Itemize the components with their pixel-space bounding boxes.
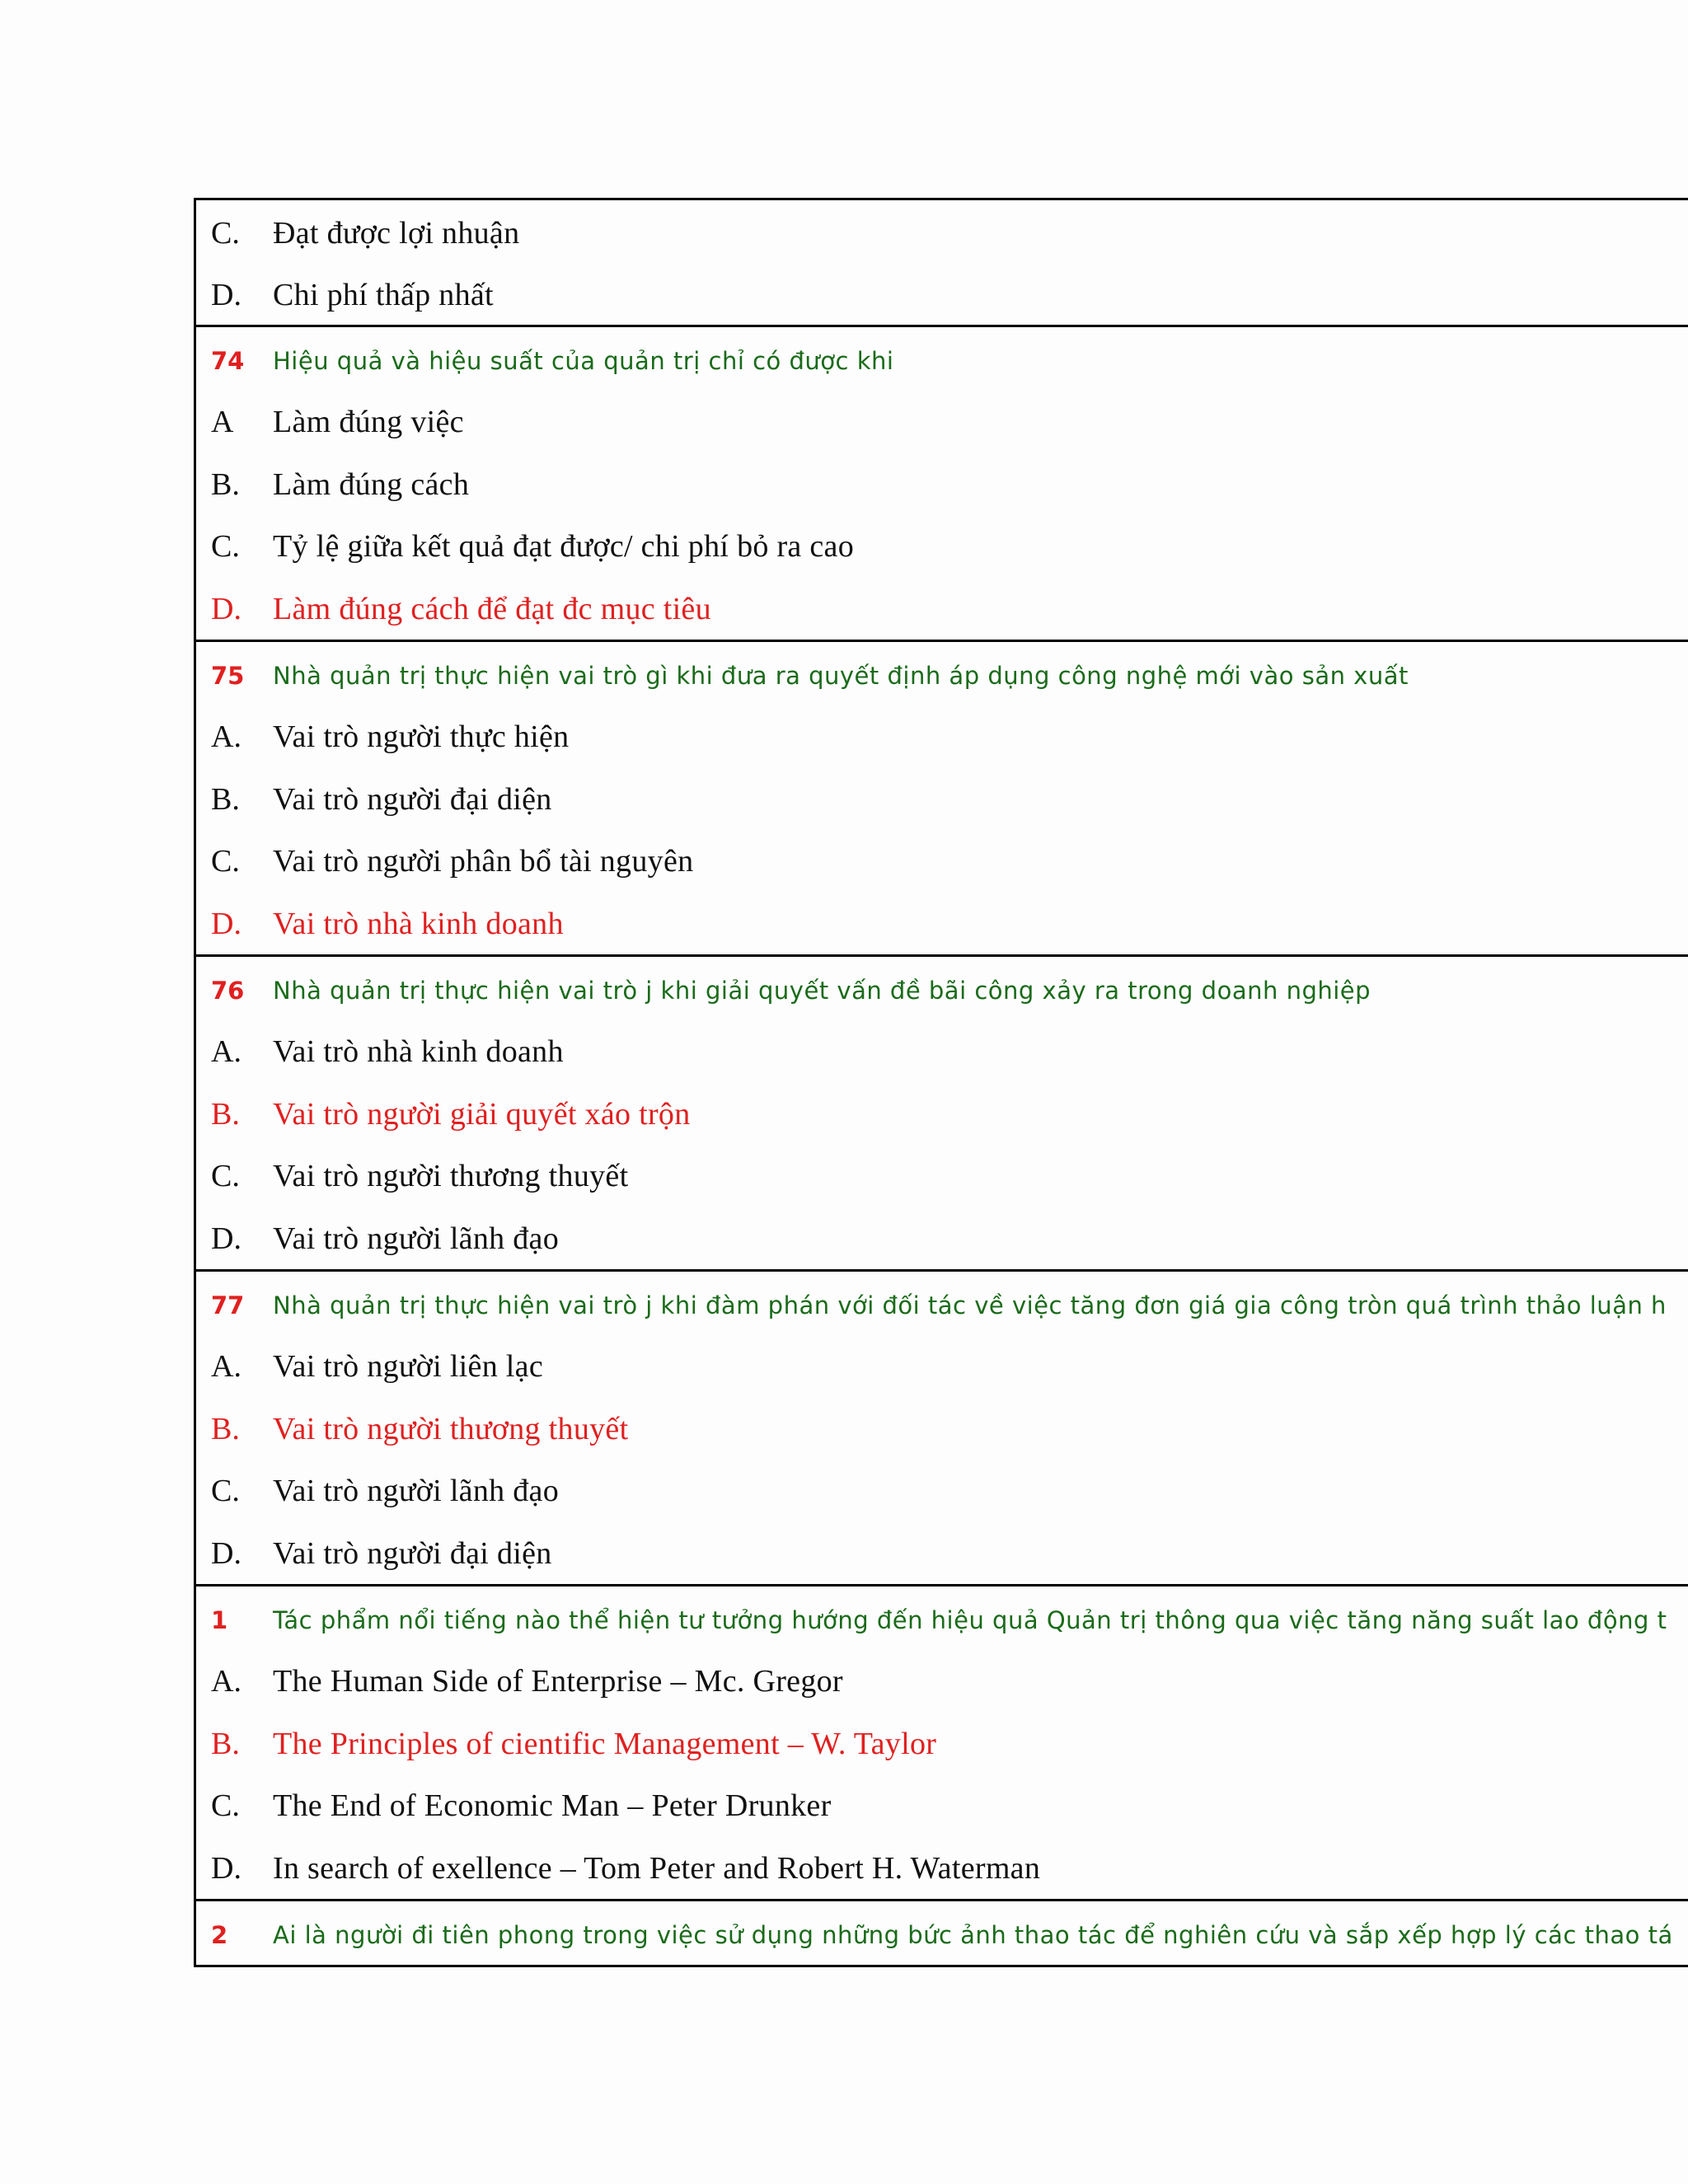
question-block-2 [196, 1899, 1688, 1967]
question-row [196, 1273, 1688, 1335]
option-letter: C. [211, 216, 240, 251]
question-block-76 [196, 954, 1688, 1269]
option-letter: B. [211, 466, 240, 502]
option-text: Vai trò người đại diện [273, 1535, 552, 1571]
correct-answer-option [196, 893, 1688, 955]
correct-answer-option [196, 578, 1688, 640]
answer-option [196, 1460, 1688, 1522]
question-block-74 [196, 325, 1688, 640]
answer-option [196, 705, 1688, 768]
option-text: Vai trò người phân bổ tài nguyên [273, 844, 694, 879]
question-text: Nhà quản trị thực hiện vai trò j khi giải quyết vấn đề bãi công xảy ra trong doanh nghiệp [273, 977, 1372, 1005]
question-row [196, 329, 1688, 391]
option-text: Vai trò nhà kinh doanh [273, 1034, 564, 1069]
answer-option [196, 391, 1688, 453]
option-letter: A. [211, 1664, 241, 1699]
quiz-table [194, 198, 1688, 1967]
question-text: Nhà quản trị thực hiện vai trò gì khi đưa ra quyết định áp dụng công nghệ mới vào sản xuất [273, 662, 1409, 690]
correct-answer-option [196, 1083, 1688, 1146]
correct-answer-option [196, 1398, 1688, 1460]
option-letter: C. [211, 529, 240, 564]
option-text: Đạt được lợi nhuận [273, 216, 520, 251]
question-row [196, 1588, 1688, 1650]
question-number: 1 [211, 1606, 228, 1634]
question-number: 75 [211, 662, 245, 690]
option-letter: A. [211, 1034, 241, 1069]
answer-option [196, 768, 1688, 831]
option-letter: C. [211, 1474, 240, 1508]
option-text: The End of Economic Man – Peter Drunker [273, 1788, 832, 1823]
option-text: Làm đúng cách [273, 466, 470, 502]
option-text: Làm đúng việc [273, 405, 464, 439]
question-text: Tác phẩm nổi tiếng nào thể hiện tư tưởng hướng đến hiệu quả Quản trị thông qua việc tăng năng suất lao động t [273, 1606, 1667, 1634]
answer-option [196, 1837, 1688, 1900]
question-number: 2 [211, 1921, 228, 1949]
answer-option [196, 1522, 1688, 1585]
question-row [196, 1903, 1688, 1965]
option-letter: D. [211, 591, 241, 626]
option-text: Vai trò người lãnh đạo [273, 1221, 560, 1256]
option-letter: D. [211, 1535, 241, 1571]
option-letter: B. [211, 1096, 240, 1132]
option-text: Tỷ lệ giữa kết quả đạt được/ chi phí bỏ ra cao [273, 529, 855, 564]
option-text: Vai trò người lãnh đạo [273, 1474, 560, 1508]
question-text: Nhà quản trị thực hiện vai trò j khi đàm phán với đối tác về việc tăng đơn giá gia công tròn quá trình thảo luận h [273, 1291, 1667, 1319]
question-block-75 [196, 640, 1688, 954]
question-text: Ai là người đi tiên phong trong việc sử dụng những bức ảnh thao tác để nghiên cứu và sắp xếp hợp lý các thao tá [273, 1921, 1673, 1949]
answer-option [196, 264, 1688, 326]
option-letter: A. [211, 1349, 241, 1384]
answer-option [196, 1020, 1688, 1083]
answer-option [196, 515, 1688, 578]
question-text: Hiệu quả và hiệu suất của quản trị chỉ có được khi [273, 347, 894, 375]
option-text: Vai trò người thực hiện [273, 719, 570, 754]
option-letter: B. [211, 781, 240, 817]
option-text: Vai trò người đại diện [273, 781, 552, 817]
answer-option [196, 1335, 1688, 1398]
option-letter: C. [211, 844, 240, 879]
option-text: The Human Side of Enterprise – Mc. Gregor [273, 1664, 843, 1699]
option-text: Vai trò người giải quyết xáo trộn [273, 1096, 691, 1132]
question-block-1 [196, 1584, 1688, 1899]
option-letter: D. [211, 1850, 241, 1886]
question-block-continued [196, 198, 1688, 325]
option-text: The Principles of cientific Management – W. Taylor [273, 1726, 937, 1761]
option-text: Vai trò nhà kinh doanh [273, 906, 564, 941]
answer-option [196, 1650, 1688, 1713]
option-letter: A [211, 405, 234, 439]
option-letter: D. [211, 277, 241, 312]
option-letter: D. [211, 906, 241, 941]
correct-answer-option [196, 1713, 1688, 1775]
question-row [196, 644, 1688, 705]
answer-option [196, 1145, 1688, 1207]
question-number: 74 [211, 347, 245, 375]
option-letter: C. [211, 1788, 240, 1823]
option-text: Vai trò người liên lạc [273, 1349, 543, 1384]
answer-option [196, 1774, 1688, 1837]
option-text: Vai trò người thương thuyết [273, 1411, 629, 1446]
question-block-77 [196, 1269, 1688, 1584]
question-number: 76 [211, 977, 245, 1005]
option-letter: A. [211, 719, 241, 754]
question-row [196, 958, 1688, 1020]
question-number: 77 [211, 1291, 245, 1319]
option-letter: B. [211, 1726, 240, 1761]
option-letter: B. [211, 1411, 240, 1446]
option-text: Làm đúng cách để đạt đc mục tiêu [273, 591, 711, 626]
option-text: Vai trò người thương thuyết [273, 1159, 629, 1193]
option-letter: C. [211, 1159, 240, 1193]
option-letter: D. [211, 1221, 241, 1256]
answer-option [196, 202, 1688, 264]
answer-option [196, 830, 1688, 893]
option-text: Chi phí thấp nhất [273, 277, 494, 312]
answer-option [196, 1207, 1688, 1270]
answer-option [196, 453, 1688, 516]
option-text: In search of exellence – Tom Peter and Robert H. Waterman [273, 1850, 1041, 1886]
